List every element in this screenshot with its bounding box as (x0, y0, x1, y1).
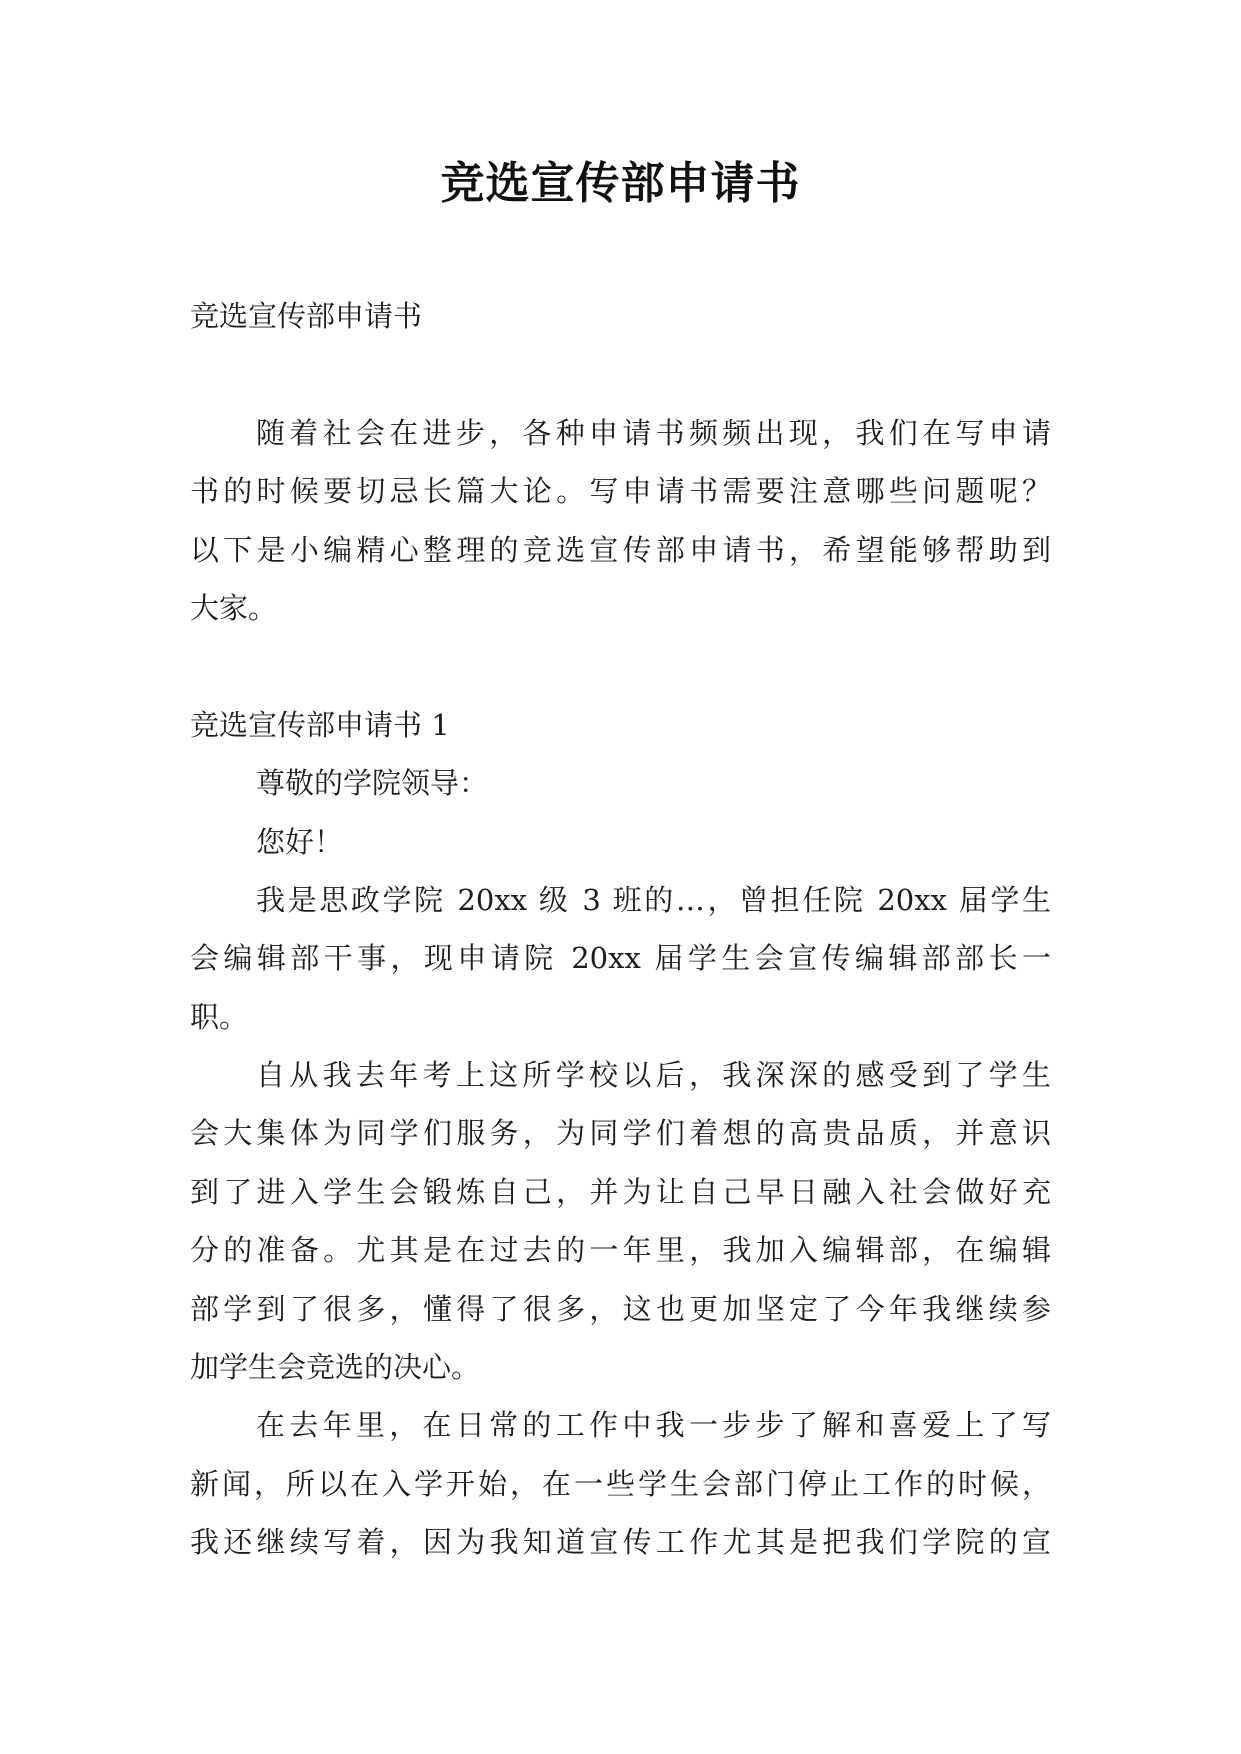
paragraph-line: 分的准备。尤其是在过去的一年里，我加入编辑部，在编辑 (190, 1233, 1051, 1268)
letter-paragraph (190, 871, 1051, 1046)
letter-paragraph (190, 1396, 1051, 1571)
intro-paragraph (190, 404, 1051, 638)
paragraph-line: 自从我去年考上这所学校以后，我深深的感受到了学生 (256, 1058, 1051, 1093)
paragraph-line: 会编辑部干事，现申请院 20xx 届学生会宣传编辑部部长一 (190, 941, 1051, 976)
paragraph-line: 大家。 (190, 590, 278, 625)
letter-heading: 竞选宣传部申请书 1 (190, 707, 450, 742)
paragraph-line: 我还继续写着，因为我知道宣传工作尤其是把我们学院的宣 (190, 1525, 1051, 1560)
paragraph-line: 在去年里，在日常的工作中我一步步了解和喜爱上了写 (256, 1408, 1051, 1443)
paragraph-line: 加学生会竞选的决心。 (190, 1350, 481, 1385)
document-subtitle: 竞选宣传部申请书 (190, 299, 423, 333)
paragraph-line: 新闻，所以在入学开始，在一些学生会部门停止工作的时候， (190, 1466, 1051, 1501)
paragraph-line: 会大集体为同学们服务，为同学们着想的高贵品质，并意识 (190, 1116, 1051, 1151)
blank-line (190, 637, 1051, 695)
paragraph-line: 到了进入学生会锻炼自己，并为让自己早日融入社会做好充 (190, 1174, 1051, 1209)
document-title: 竞选宣传部申请书 (440, 158, 801, 209)
letter-paragraph (190, 1046, 1051, 1396)
blank-line (190, 345, 1051, 403)
paragraph-line: 以下是小编精心整理的竞选宣传部申请书，希望能够帮助到 (190, 532, 1051, 567)
letter-greeting: 您好！ (256, 824, 344, 859)
paragraph-line: 书的时候要切忌长篇大论。写申请书需要注意哪些问题呢？ (190, 474, 1051, 509)
document-body (190, 287, 1051, 1572)
paragraph-line: 部学到了很多，懂得了很多，这也更加坚定了今年我继续参 (190, 1291, 1051, 1326)
paragraph-line: 我是思政学院 20xx 级 3 班的…，曾担任院 20xx 届学生 (256, 882, 1051, 917)
paragraph-line: 职。 (190, 999, 249, 1034)
paragraph-line: 随着社会在进步，各种申请书频频出现，我们在写申请 (256, 415, 1051, 450)
letter-salutation: 尊敬的学院领导： (256, 766, 489, 801)
